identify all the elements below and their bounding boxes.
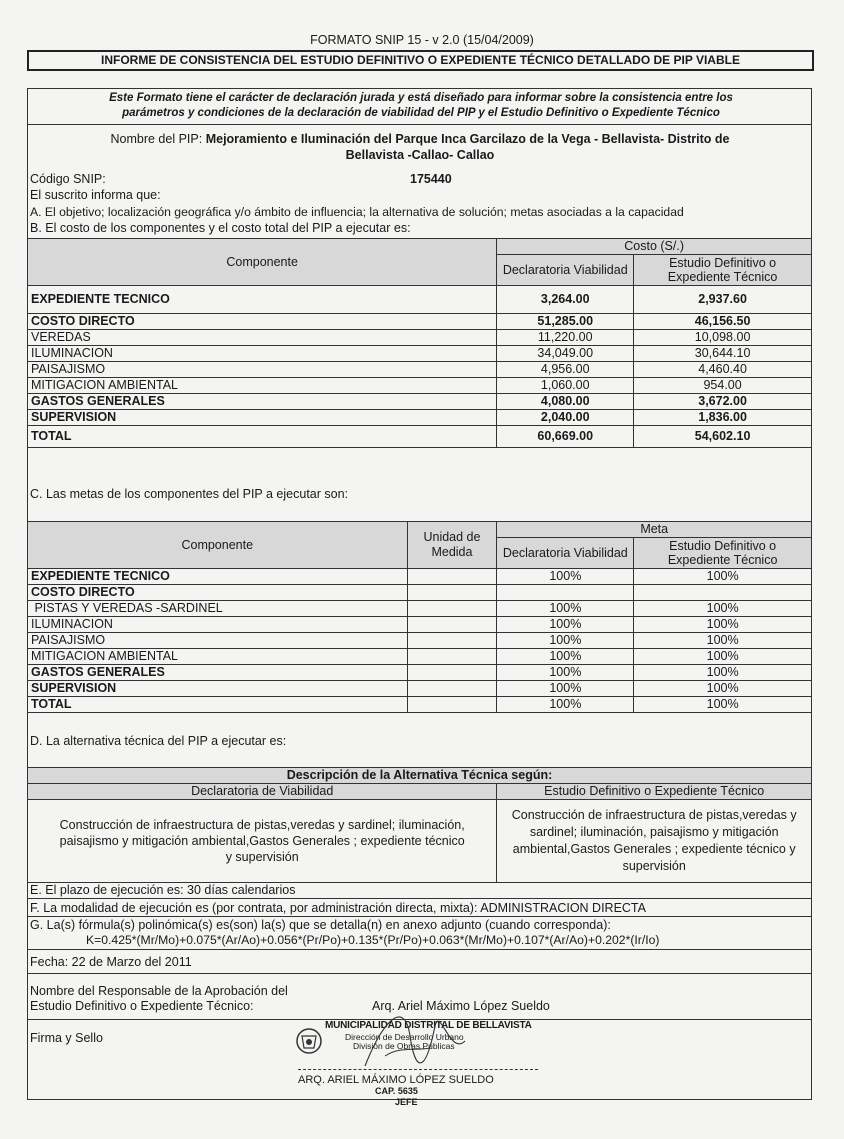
meta-row-decl: 100%	[497, 649, 634, 665]
section-f: F. La modalidad de ejecución es (por contrata, por administración directa, mixta): ADMINISTRACION DIRECTA	[30, 901, 646, 915]
official-stamp	[295, 1018, 555, 1107]
alt-header-desc: Descripción de la Alternativa Técnica según:	[28, 768, 812, 784]
alt-header-decl: Declaratoria de Viabilidad	[28, 784, 497, 800]
document-title: INFORME DE CONSISTENCIA DEL ESTUDIO DEFINITIVO O EXPEDIENTE TÉCNICO DETALLADO DE PIP VIABLE	[27, 50, 814, 71]
meta-row-name: SUPERVISION	[28, 681, 408, 697]
alt-header-estudio: Estudio Definitivo o Expediente Técnico	[497, 784, 812, 800]
alt-est-text: Construcción de infraestructura de pistas,veredas y sardinel; iluminación, paisajismo y mitigación ambiental,Gastos Generales ; expediente técnico y supervisión	[497, 800, 812, 883]
meta-row-est: 100%	[634, 697, 812, 713]
informa-text: El suscrito informa que:	[30, 188, 161, 202]
cost-row-decl: 34,049.00	[497, 346, 634, 362]
stamp-cap: CAP. 5635	[375, 1086, 418, 1096]
pip-name-label: Nombre del PIP:	[110, 132, 203, 146]
cost-row-name: TOTAL	[28, 426, 497, 448]
meta-row-unit	[407, 569, 497, 585]
signature-line	[298, 1069, 538, 1070]
divider	[27, 949, 812, 950]
cost-row-decl: 60,669.00	[497, 426, 634, 448]
stamp-line-1: MUNICIPALIDAD DISTRITAL DE BELLAVISTA	[325, 1020, 532, 1031]
responsable-name: Arq. Ariel Máximo López Sueldo	[372, 999, 550, 1013]
cost-row-name: PAISAJISMO	[28, 362, 497, 378]
cost-row-est: 3,672.00	[634, 394, 812, 410]
table-row	[28, 601, 812, 617]
table-row	[28, 362, 812, 378]
divider	[27, 916, 812, 917]
meta-row-est: 100%	[634, 649, 812, 665]
divider	[27, 973, 812, 974]
meta-row-name: PISTAS Y VEREDAS -SARDINEL	[28, 601, 408, 617]
section-c: C. Las metas de los componentes del PIP a ejecutar son:	[30, 487, 349, 501]
table-row	[28, 346, 812, 362]
table-row	[28, 286, 812, 314]
cost-row-name: COSTO DIRECTO	[28, 314, 497, 330]
meta-row-unit	[407, 617, 497, 633]
divider	[27, 898, 812, 899]
section-b: B. El costo de los componentes y el costo total del PIP a ejecutar es:	[30, 221, 411, 235]
cost-row-name: GASTOS GENERALES	[28, 394, 497, 410]
cost-row-decl: 2,040.00	[497, 410, 634, 426]
cost-row-est: 54,602.10	[634, 426, 812, 448]
stamp-name: ARQ. ARIEL MÁXIMO LÓPEZ SUELDO	[298, 1074, 494, 1086]
cost-row-est: 2,937.60	[634, 286, 812, 314]
meta-row-unit	[407, 601, 497, 617]
cost-table	[27, 238, 812, 448]
metas-header-meta: Meta	[497, 522, 812, 538]
cost-header-component: Componente	[28, 239, 497, 286]
cost-header-estudio: Estudio Definitivo o Expediente Técnico	[634, 255, 812, 286]
meta-row-name: COSTO DIRECTO	[28, 585, 408, 601]
cost-row-est: 954.00	[634, 378, 812, 394]
cost-row-est: 46,156.50	[634, 314, 812, 330]
table-row	[28, 649, 812, 665]
meta-row-name: MITIGACION AMBIENTAL	[28, 649, 408, 665]
cost-header-costo: Costo (S/.)	[497, 239, 812, 255]
meta-row-decl	[497, 585, 634, 601]
snip-code: 175440	[410, 172, 452, 186]
table-row	[28, 585, 812, 601]
cost-row-name: EXPEDIENTE TECNICO	[28, 286, 497, 314]
table-row	[28, 330, 812, 346]
meta-row-decl: 100%	[497, 665, 634, 681]
intro-line-1: Este Formato tiene el carácter de declaración jurada y está diseñado para informar sobre la consistencia entre los	[109, 92, 733, 104]
pip-name: Mejoramiento e Iluminación del Parque Inca Garcilazo de la Vega - Bellavista- Distrito de	[205, 132, 730, 146]
stamp-role: JEFE	[395, 1097, 418, 1107]
cost-row-est: 30,644.10	[634, 346, 812, 362]
meta-row-est: 100%	[634, 569, 812, 585]
cost-row-est: 10,098.00	[634, 330, 812, 346]
table-row	[28, 617, 812, 633]
table-row	[28, 697, 812, 713]
cost-row-decl: 11,220.00	[497, 330, 634, 346]
meta-row-decl: 100%	[497, 617, 634, 633]
cost-row-decl: 3,264.00	[497, 286, 634, 314]
meta-row-est: 100%	[634, 633, 812, 649]
meta-row-est: 100%	[634, 681, 812, 697]
table-row	[28, 633, 812, 649]
section-a: A. El objetivo; localización geográfica y/o ámbito de influencia; la alternativa de solución; metas asociadas a la capacidad	[30, 205, 684, 219]
fecha: Fecha: 22 de Marzo del 2011	[30, 955, 192, 969]
cost-row-decl: 1,060.00	[497, 378, 634, 394]
section-g: G. La(s) fórmula(s) polinómica(s) es(son) la(s) que se detalla(n) en anexo adjunto (cuando corresponda):	[30, 918, 611, 932]
cost-row-name: MITIGACION AMBIENTAL	[28, 378, 497, 394]
cost-row-decl: 4,956.00	[497, 362, 634, 378]
table-row	[28, 681, 812, 697]
signature-icon	[355, 996, 475, 1086]
meta-row-unit	[407, 697, 497, 713]
metas-header-decl: Declaratoria Viabilidad	[497, 538, 634, 569]
meta-row-name: EXPEDIENTE TECNICO	[28, 569, 408, 585]
municipal-seal-icon	[295, 1026, 323, 1056]
table-row	[28, 426, 812, 448]
metas-header-component: Componente	[28, 522, 408, 569]
table-row	[28, 665, 812, 681]
responsable-label-2: Estudio Definitivo o Expediente Técnico:	[30, 999, 254, 1013]
meta-row-unit	[407, 665, 497, 681]
cost-header-decl: Declaratoria Viabilidad	[497, 255, 634, 286]
pip-name-line-2: Bellavista -Callao- Callao	[345, 148, 495, 162]
metas-table	[27, 521, 812, 713]
cost-row-est: 1,836.00	[634, 410, 812, 426]
metas-header-estudio: Estudio Definitivo o Expediente Técnico	[634, 538, 812, 569]
cost-row-name: VEREDAS	[28, 330, 497, 346]
meta-row-unit	[407, 649, 497, 665]
meta-row-decl: 100%	[497, 697, 634, 713]
meta-row-name: ILUMINACION	[28, 617, 408, 633]
format-version: FORMATO SNIP 15 - v 2.0 (15/04/2009)	[310, 33, 534, 47]
pip-name-block	[30, 131, 810, 163]
intro-text	[32, 91, 810, 121]
meta-row-est: 100%	[634, 665, 812, 681]
snip-code-label: Código SNIP:	[30, 172, 106, 186]
meta-row-decl: 100%	[497, 601, 634, 617]
intro-line-2: parámetros y condiciones de la declaración de viabilidad del PIP y el Estudio Definitivo o Expediente Técnico	[122, 107, 720, 119]
meta-row-decl: 100%	[497, 633, 634, 649]
meta-row-unit	[407, 585, 497, 601]
alternativa-table	[27, 767, 812, 883]
metas-header-unidad: Unidad de Medida	[407, 522, 497, 569]
cost-row-decl: 4,080.00	[497, 394, 634, 410]
meta-row-decl: 100%	[497, 569, 634, 585]
meta-row-decl: 100%	[497, 681, 634, 697]
cost-row-name: ILUMINACION	[28, 346, 497, 362]
cost-row-decl: 51,285.00	[497, 314, 634, 330]
meta-row-est	[634, 585, 812, 601]
responsable-label-1: Nombre del Responsable de la Aprobación del	[30, 984, 288, 998]
table-row	[28, 378, 812, 394]
meta-row-unit	[407, 681, 497, 697]
alt-decl-text: Construcción de infraestructura de pistas,veredas y sardinel; iluminación, paisajismo y mitigación ambiental,Gastos Generales ; expediente técnico y supervisión	[28, 800, 497, 883]
meta-row-name: TOTAL	[28, 697, 408, 713]
meta-row-est: 100%	[634, 601, 812, 617]
meta-row-name: PAISAJISMO	[28, 633, 408, 649]
stamp-line-3: División de Obras Públicas	[353, 1041, 455, 1051]
polynomial-formula: K=0.425*(Mr/Mo)+0.075*(Ar/Ao)+0.056*(Pr/Po)+0.135*(Pr/Po)+0.063*(Mr/Mo)+0.107*(Ar/Ao)+0.202*(Ir/Io)	[86, 933, 660, 947]
meta-row-unit	[407, 633, 497, 649]
meta-row-est: 100%	[634, 617, 812, 633]
table-row	[28, 410, 812, 426]
divider	[27, 124, 812, 125]
stamp-line-2: Dirección de Desarrollo Urbano	[345, 1032, 464, 1042]
section-e: E. El plazo de ejecución es: 30 días calendarios	[30, 883, 296, 897]
section-d: D. La alternativa técnica del PIP a ejecutar es:	[30, 734, 287, 748]
table-row	[28, 314, 812, 330]
cost-row-name: SUPERVISION	[28, 410, 497, 426]
table-row	[28, 394, 812, 410]
cost-row-est: 4,460.40	[634, 362, 812, 378]
meta-row-name: GASTOS GENERALES	[28, 665, 408, 681]
firma-label: Firma y Sello	[30, 1031, 103, 1045]
table-row	[28, 569, 812, 585]
